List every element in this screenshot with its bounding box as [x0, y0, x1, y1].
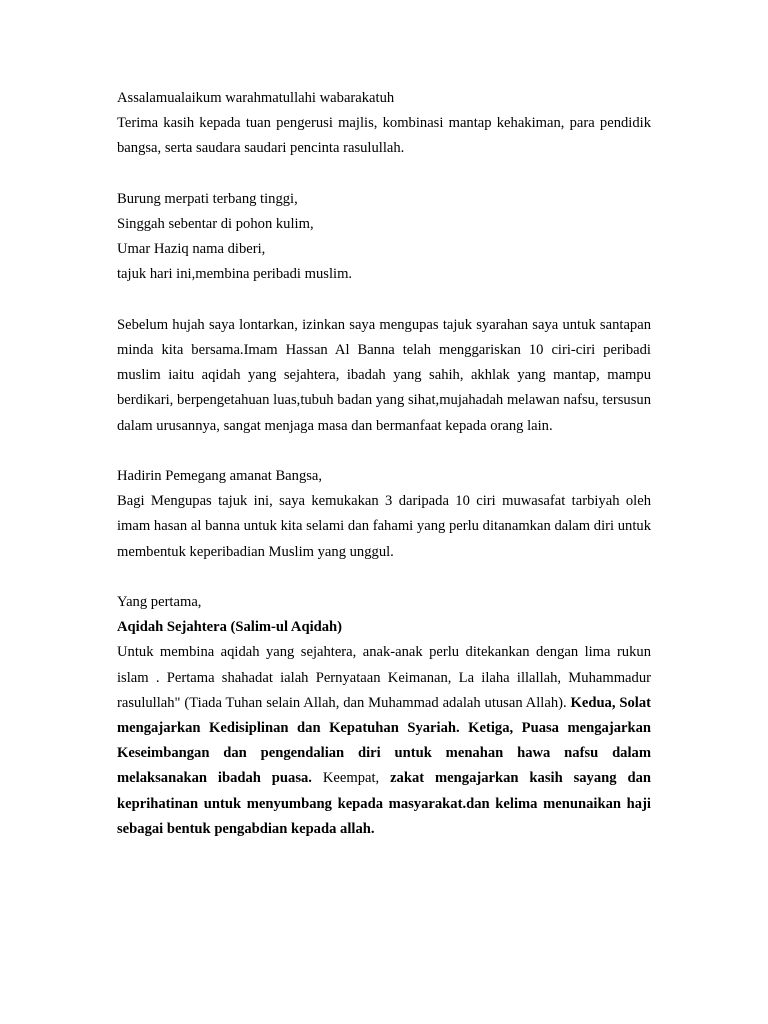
body-text: Keempat, [311, 770, 391, 787]
first-label: Yang pertama, [117, 594, 202, 610]
pantun-line: Burung merpati terbang tinggi, [117, 190, 298, 207]
address-line: Hadirin Pemegang amanat Bangsa, [117, 468, 323, 484]
spacer [117, 565, 651, 590]
spacer [117, 162, 651, 187]
pantun-line: Singgah sebentar di pohon kulim, [117, 216, 314, 232]
body-paragraph [117, 640, 651, 842]
body-text: Untuk membina aqidah yang sejahtera, anak-anak perlu ditekankan dengan lima rukun islam . Pertama shahadat ialah Pernyataan Keimanan, La ilaha illallah, Muhammadur rasulullah" (Tiada Tuhan selain Allah, dan Muhammad adalah utusan Allah). [117, 644, 651, 711]
intro-paragraph: Sebelum hujah saya lontarkan, izinkan saya mengupas tajuk syarahan saya untuk santapan minda kita bersama.Imam Hassan Al Banna telah menggariskan 10 ciri-ciri peribadi muslim iaitu aqidah yang sejahtera, ibadah yang sahih, akhlak yang mantap, mampu berdikari, berpengetahuan luas,tubuh badan yang sihat,mujahadah melawan nafsu, tersusun dalam urusannya, sangat menjaga masa dan bermanfaat kepada orang lain. [117, 316, 651, 434]
body-bold-text: Kedua, Solat mengajarkan Kedisiplinan dan Kepatuhan Syariah. Ketiga, Puasa mengajarkan Keseimbangan dan pengendalian diri untuk menahan hawa nafsu dalam melaksanakan ibadah puasa. [117, 694, 652, 787]
pantun-line: Umar Haziq nama diberi, [117, 241, 266, 258]
scope-paragraph: Bagi Mengupas tajuk ini, saya kemukakan 3 daripada 10 ciri muwasafat tarbiyah oleh imam hasan al banna untuk kita selami dan fahami yang perlu ditanamkan dalam diri untuk membentuk keperibadian Muslim yang unggul. [117, 493, 651, 560]
pantun-line: tajuk hari ini,membina peribadi muslim. [117, 266, 353, 283]
spacer [117, 288, 651, 313]
section-heading: Aqidah Sejahtera (Salim-ul Aqidah) [117, 619, 343, 636]
document-page [117, 86, 651, 842]
greeting-line: Assalamualaikum warahmatullahi wabarakatuh [117, 90, 395, 106]
spacer [117, 439, 651, 464]
body-bold-text: zakat mengajarkan kasih sayang dan keprihatinan untuk menyumbang kepada masyarakat.dan kelima menunaikan haji sebagai bentuk pengabdian kepada allah. [117, 770, 651, 837]
pantun-block [117, 187, 651, 288]
thanks-paragraph: Terima kasih kepada tuan pengerusi majlis, kombinasi mantap kehakiman, para pendidik bangsa, serta saudara saudari pencinta rasulullah. [117, 115, 651, 157]
